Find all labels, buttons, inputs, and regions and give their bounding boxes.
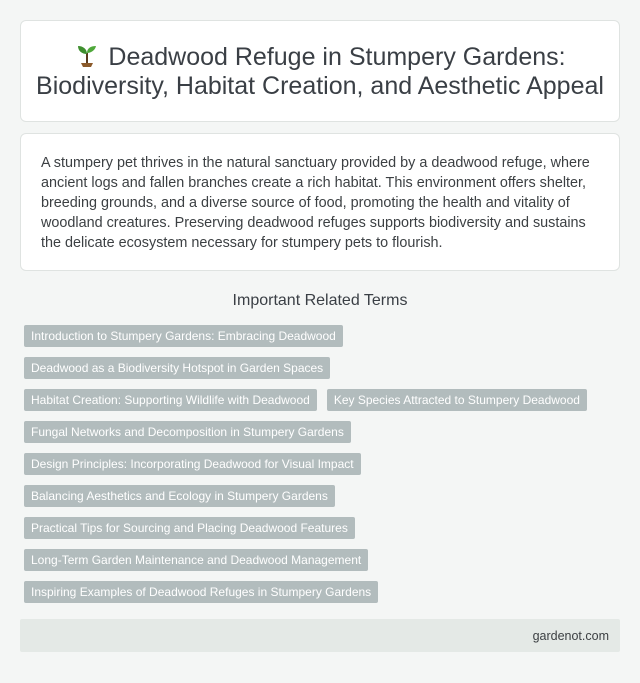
tag-row [24,421,624,443]
related-term-tag[interactable]: Practical Tips for Sourcing and Placing Deadwood Features [24,517,355,539]
seedling-icon [74,42,100,68]
site-link[interactable]: gardenot.com [532,628,609,643]
related-terms-list [24,325,624,613]
tag-row [24,453,624,475]
related-term-tag[interactable]: Introduction to Stumpery Gardens: Embracing Deadwood [24,325,343,347]
related-term-tag[interactable]: Design Principles: Incorporating Deadwood for Visual Impact [24,453,361,475]
intro-card [20,133,620,271]
related-term-tag[interactable]: Habitat Creation: Supporting Wildlife with Deadwood [24,389,317,411]
tag-row [24,485,624,507]
related-term-tag[interactable]: Key Species Attracted to Stumpery Deadwood [327,389,587,411]
tag-row [24,389,624,411]
footer [20,619,620,652]
tag-row [24,549,624,571]
related-term-tag[interactable]: Balancing Aesthetics and Ecology in Stumpery Gardens [24,485,335,507]
related-term-tag[interactable]: Long-Term Garden Maintenance and Deadwood Management [24,549,368,571]
tag-row [24,357,624,379]
related-term-tag[interactable]: Deadwood as a Biodiversity Hotspot in Garden Spaces [24,357,330,379]
tag-row [24,517,624,539]
header-card [20,20,620,122]
related-term-tag[interactable]: Inspiring Examples of Deadwood Refuges in Stumpery Gardens [24,581,378,603]
tag-row [24,581,624,603]
page-title-text: Deadwood Refuge in Stumpery Gardens: Biodiversity, Habitat Creation, and Aesthetic Appeal [36,42,604,100]
tag-row [24,325,624,347]
intro-paragraph: A stumpery pet thrives in the natural sanctuary provided by a deadwood refuge, where ancient logs and fallen branches create a rich habitat. This environment offers shelter, breeding grounds, and a diverse source of food, promoting the health and vitality of woodland creatures. Preserving deadwood refuges supports biodiversity and sustains the delicate ecosystem necessary for stumpery pets to flourish. [41,155,590,251]
related-terms-heading: Important Related Terms [232,292,408,309]
page-title [35,42,605,101]
related-term-tag[interactable]: Fungal Networks and Decomposition in Stumpery Gardens [24,421,351,443]
